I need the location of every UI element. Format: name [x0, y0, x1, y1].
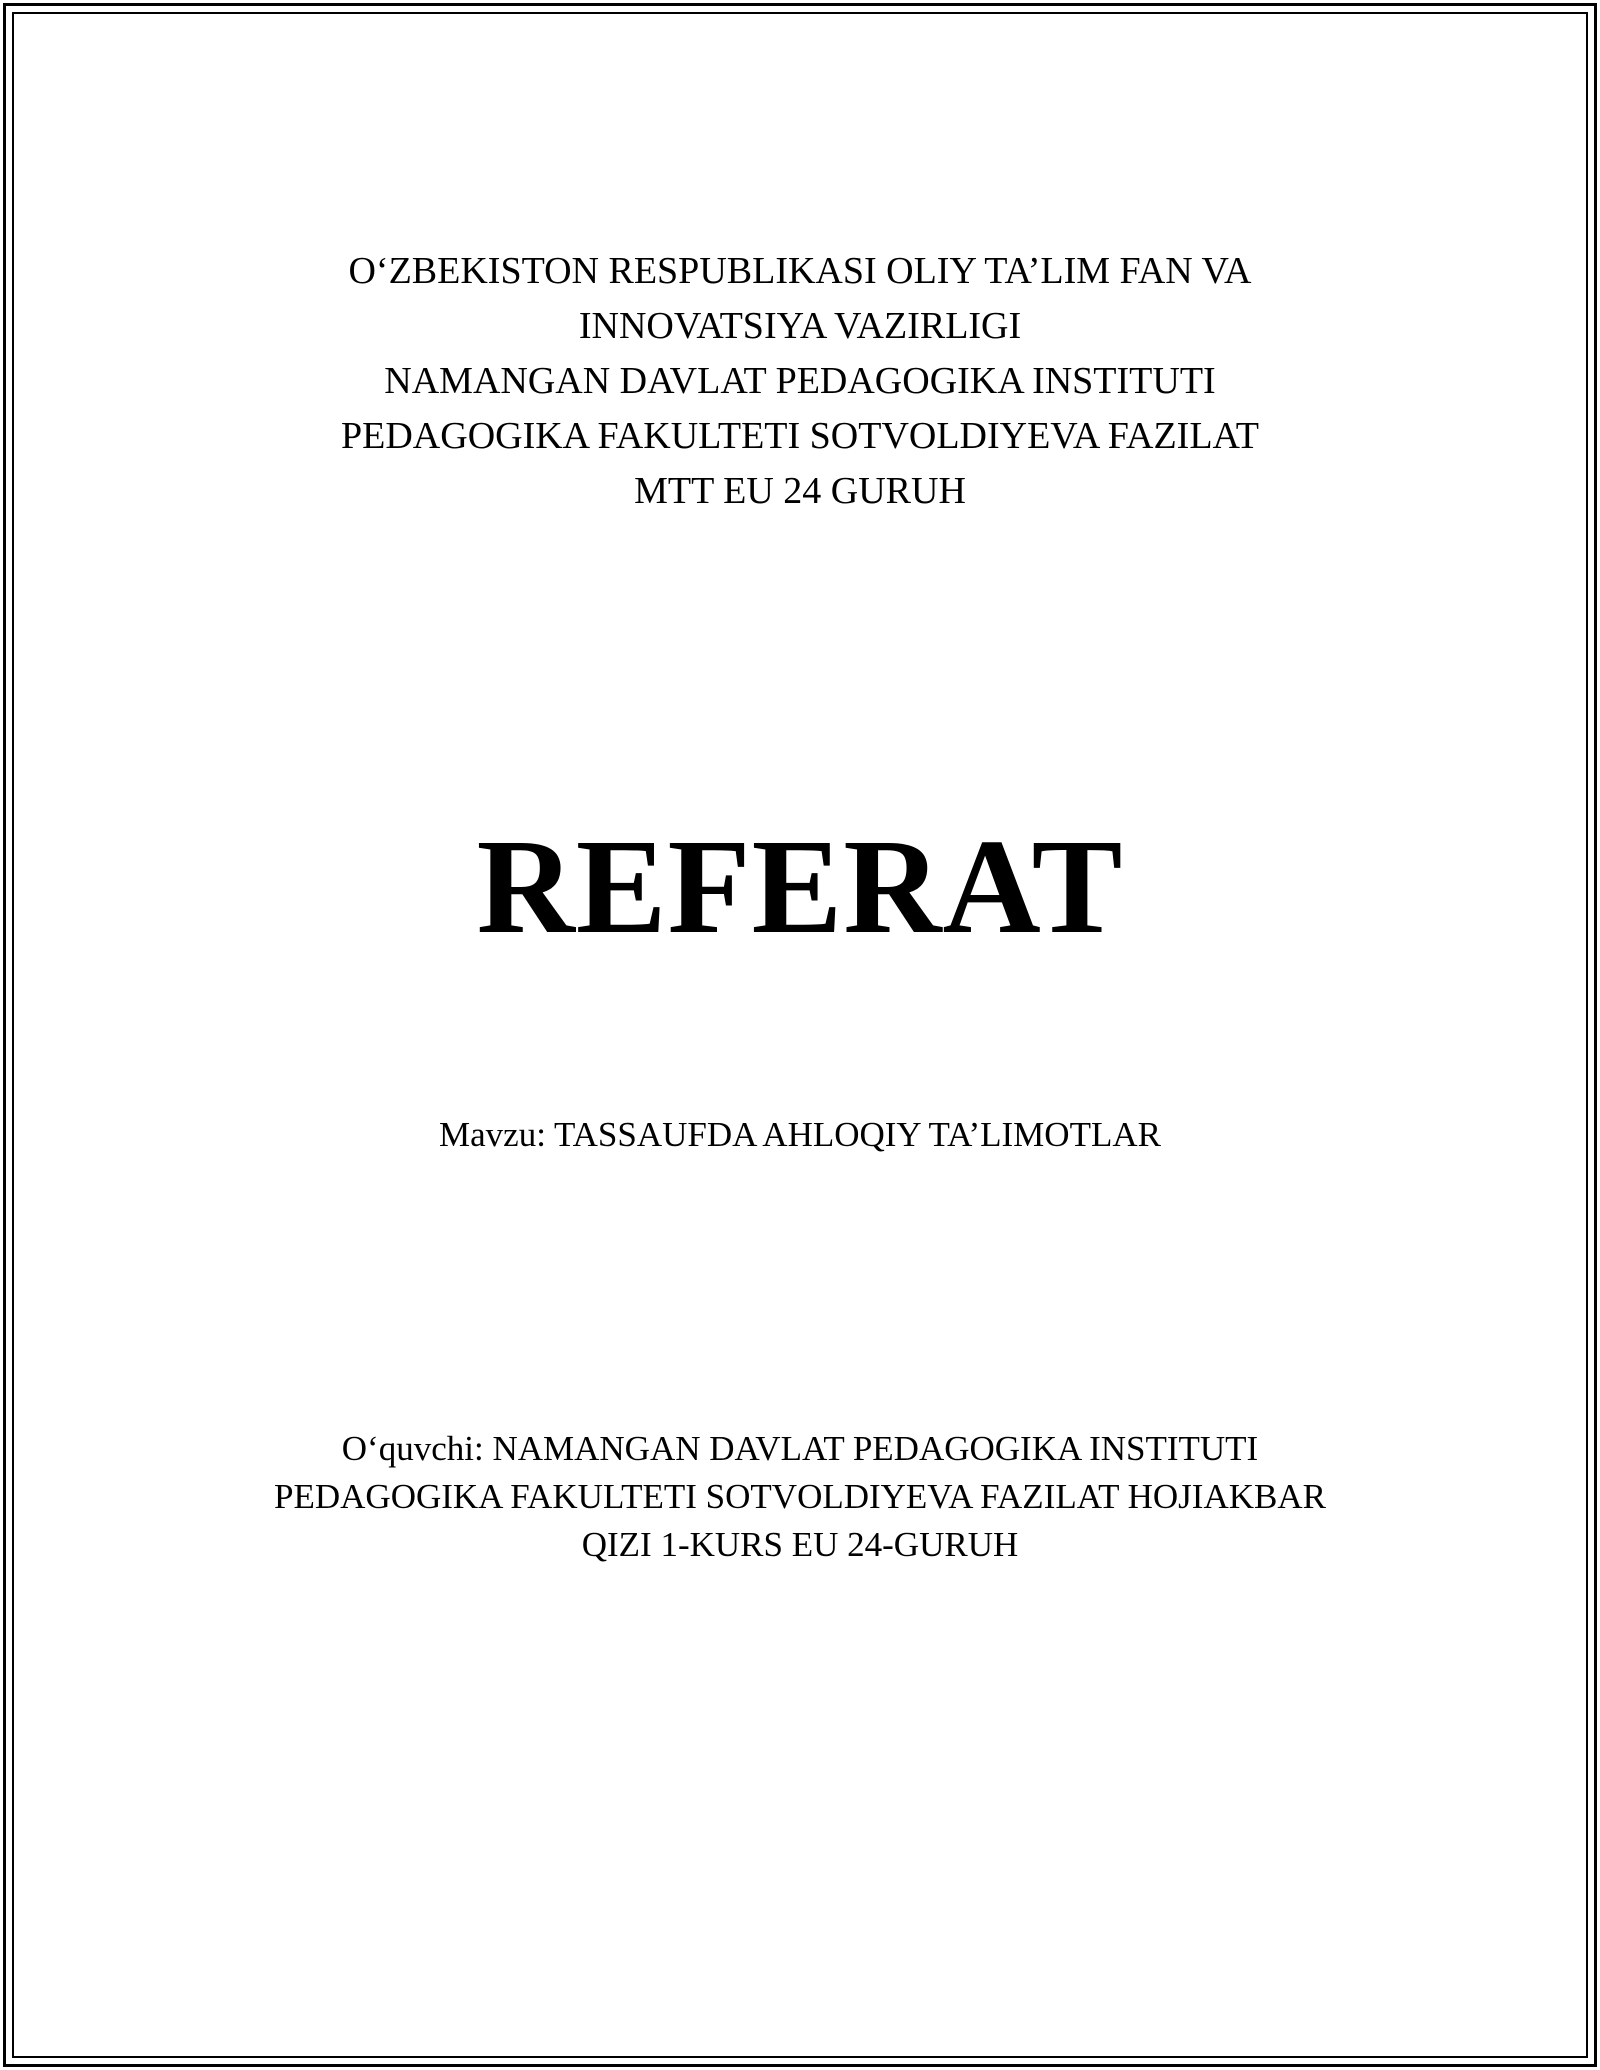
document-title: REFERAT — [476, 812, 1124, 962]
student-line: PEDAGOGIKA FAKULTETI SOTVOLDIYEVA FAZILAT HOJIAKBAR — [274, 1477, 1326, 1516]
student-line: O‘quvchi: NAMANGAN DAVLAT PEDAGOGIKA INSTITUTI — [341, 1429, 1259, 1468]
topic-line: Mavzu: TASSAUFDA AHLOQIY TA’LIMOTLAR — [439, 1115, 1161, 1154]
institution-header — [0, 244, 1600, 519]
header-line: INNOVATSIYA VAZIRLIGI — [578, 305, 1022, 347]
student-info — [0, 1425, 1600, 1569]
header-line: PEDAGOGIKA FAKULTETI SOTVOLDIYEVA FAZILAT — [341, 415, 1259, 457]
header-line: MTT EU 24 GURUH — [634, 470, 966, 512]
header-line: O‘ZBEKISTON RESPUBLIKASI OLIY TA’LIM FAN VA — [348, 250, 1252, 292]
student-line: QIZI 1-KURS EU 24-GURUH — [581, 1525, 1019, 1564]
header-line: NAMANGAN DAVLAT PEDAGOGIKA INSTITUTI — [384, 360, 1216, 402]
